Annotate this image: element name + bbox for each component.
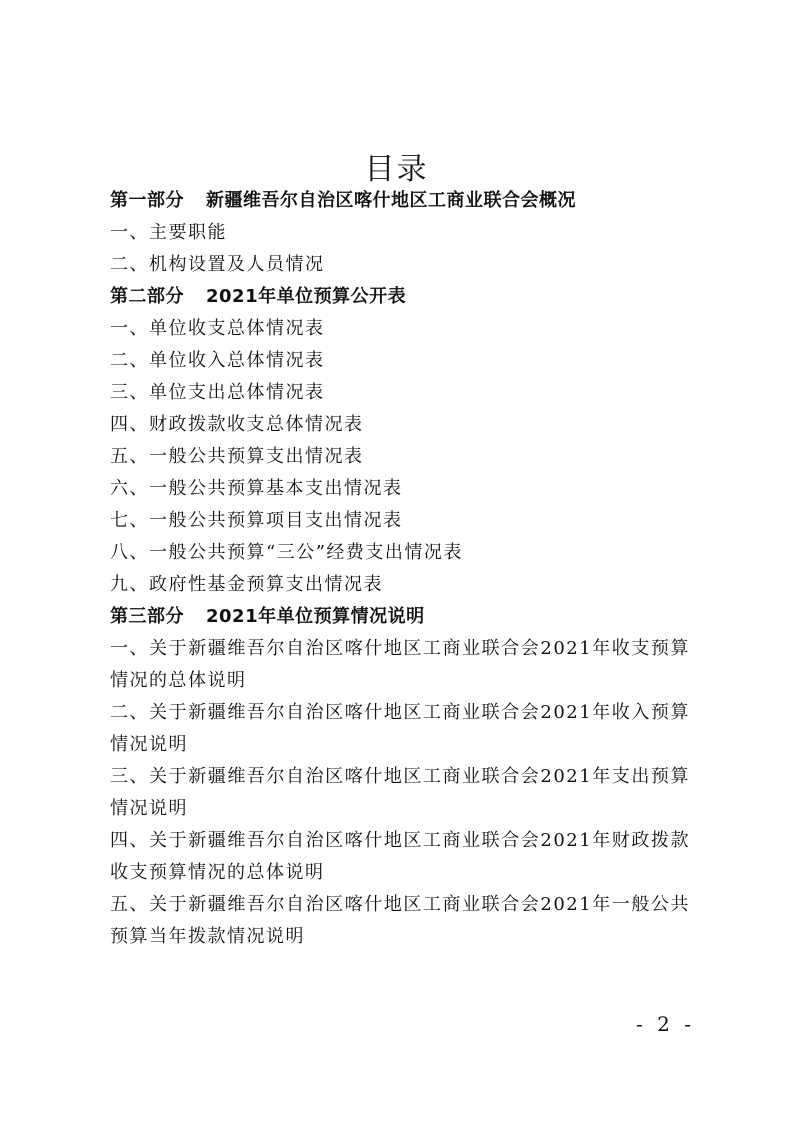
toc-item: 六、一般公共预算基本支出情况表: [110, 478, 403, 499]
toc-item: 一、关于新疆维吾尔自治区喀什地区工商业联合会2021年收支预算情况的总体说明: [110, 638, 690, 691]
page-title: 目录: [364, 152, 429, 187]
part-heading-1: [110, 185, 690, 217]
table-of-contents: [110, 185, 690, 953]
toc-item: 三、单位支出总体情况表: [110, 382, 325, 403]
part-number: 第二部分: [110, 286, 184, 307]
page-number: - 2 -: [636, 1012, 695, 1036]
part-heading-3: [110, 601, 690, 633]
part-heading-2: [110, 281, 690, 313]
part-number: 第三部分: [110, 606, 184, 627]
toc-item: 一、主要职能: [110, 222, 227, 243]
toc-item: 一、单位收支总体情况表: [110, 318, 325, 339]
toc-item: 二、关于新疆维吾尔自治区喀什地区工商业联合会2021年收入预算情况说明: [110, 702, 690, 755]
toc-item: 四、关于新疆维吾尔自治区喀什地区工商业联合会2021年财政拨款收支预算情况的总体说明: [110, 830, 690, 883]
part-title: 2021年单位预算情况说明: [206, 606, 425, 627]
toc-item: 二、机构设置及人员情况: [110, 254, 325, 275]
part-title: 2021年单位预算公开表: [206, 286, 407, 307]
toc-item: 五、关于新疆维吾尔自治区喀什地区工商业联合会2021年一般公共预算当年拨款情况说明: [110, 894, 690, 947]
toc-item: 七、一般公共预算项目支出情况表: [110, 510, 403, 531]
toc-item: 四、财政拨款收支总体情况表: [110, 414, 364, 435]
part-title: 新疆维吾尔自治区喀什地区工商业联合会概况: [206, 190, 576, 211]
toc-item: 二、单位收入总体情况表: [110, 350, 325, 371]
toc-item: 八、一般公共预算“三公”经费支出情况表: [110, 542, 463, 563]
toc-item: 九、政府性基金预算支出情况表: [110, 574, 383, 595]
part-number: 第一部分: [110, 190, 184, 211]
toc-item: 五、一般公共预算支出情况表: [110, 446, 364, 467]
toc-item: 三、关于新疆维吾尔自治区喀什地区工商业联合会2021年支出预算情况说明: [110, 766, 690, 819]
